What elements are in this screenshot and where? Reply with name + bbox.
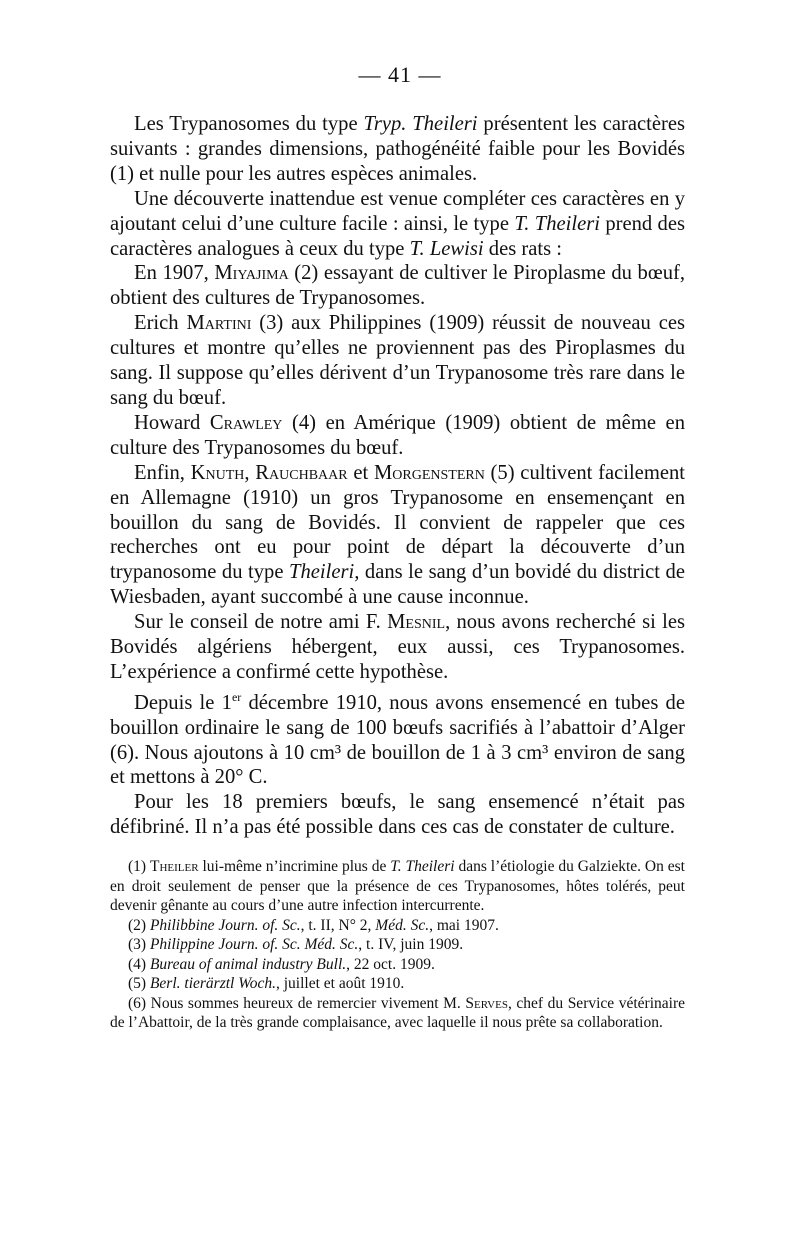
text-run: (4) en Amérique (1909) obtient de même en culture des Trypanosomes du bœuf. — [110, 411, 685, 459]
text-run: , chef du Service vétérinaire de l’Abattoir, de la très grande complaisance, avec laquelle il nous prête sa collaboration. — [110, 994, 685, 1031]
author-name: Theiler — [149, 858, 199, 875]
text-run: prend des caractères analogues à ceux du type — [110, 212, 685, 260]
text-run: Howard — [134, 411, 210, 434]
text-run: dans l’étiologie du Galziekte. On est en droit seulement de penser que la présence de ces Trypanosomes, hôtes tolérés, peut devenir gênante au cours d’une autre infection intercurrente. — [110, 858, 685, 914]
author-name: Miyajima — [214, 262, 289, 285]
text-run: , juillet et août 1910. — [275, 975, 405, 992]
footnote-4 — [110, 955, 685, 975]
text-run: , t. II, N° 2, — [300, 916, 376, 934]
author-name: Knuth — [190, 461, 245, 484]
footnote-1 — [110, 857, 685, 916]
footnotes — [110, 857, 685, 1033]
footnote-5 — [110, 974, 685, 994]
paragraph-2 — [110, 187, 685, 262]
species-name: T. Lewisi — [409, 237, 484, 260]
text-run: En 1907, — [134, 262, 215, 285]
text-run: , t. IV, juin 1909. — [358, 936, 464, 953]
paragraph-7 — [110, 610, 685, 685]
footnote-2 — [110, 916, 685, 936]
paragraph-6 — [110, 461, 685, 610]
journal-title: Bureau of animal industry Bull. — [149, 955, 347, 973]
text-run: (4) — [128, 955, 150, 973]
text-run: dans le sang d’un bovidé du district de Wiesbaden, ayant succombé à une cause inconnue. — [110, 561, 685, 609]
text-run: , nous avons recherché si les Bovidés algériens hébergent, eux aussi, ces Trypanosomes. L’expérience a confirmé cette hypothèse. — [110, 611, 685, 683]
author-name: Serves — [465, 994, 508, 1012]
journal-title: Berl. tierärztl Woch. — [149, 975, 276, 992]
paragraph-4 — [110, 311, 685, 411]
journal-title: Méd. Sc. — [375, 916, 430, 934]
text-run: (1) — [128, 858, 150, 875]
text-run: , 22 oct. 1909. — [346, 955, 435, 973]
journal-title: Philippine Journ. of. Sc. Méd. Sc. — [149, 936, 359, 953]
text-run: et — [347, 461, 374, 484]
paragraph-9 — [110, 790, 685, 840]
text-run: Pour les 18 premiers bœufs, le sang ensemencé n’était pas défibriné. Il n’a pas été possible dans ces cas de constater de culture. — [110, 791, 685, 839]
text-run: (5) cultivent facilement en Allemagne (1910) un gros Trypanosome en ensemençant en bouillon du sang de Bovidés. Il convient de rappeler que ces recherches ont eu pour point de départ la découverte d’un trypanosome du type — [110, 461, 685, 584]
footnote-3 — [110, 935, 685, 955]
text-run: décembre 1910, nous avons ensemencé en tubes de bouillon ordinaire le sang de 100 bœufs sacrifiés à l’abattoir d’Alger (6). Nous ajoutons à 10 cm³ de bouillon de 1 à 3 cm³ environ de sang et mettons à 20° C. — [110, 691, 685, 789]
paragraph-8 — [110, 685, 685, 790]
text-run: Enfin, — [134, 461, 191, 484]
paragraph-5 — [110, 411, 685, 461]
author-name: Crawley — [209, 411, 283, 434]
text-run: (2) essayant de cultiver le Piroplasme du bœuf, obtient des cultures de Trypanosomes. — [110, 262, 686, 310]
text-run: (3) — [128, 936, 150, 953]
text-run: , — [244, 461, 256, 484]
text-run: des rats : — [483, 237, 562, 260]
ordinal-superscript: er — [231, 689, 242, 704]
text-run: (6) Nous sommes heureux de remercier vivement M. — [128, 994, 466, 1012]
species-name: Theileri, — [289, 561, 360, 584]
text-run: (2) — [128, 916, 150, 934]
text-run: (3) aux Philippines (1909) réussit de nouveau ces cultures et montre qu’elles ne proviennent pas des Piroplasmes du sang. Il suppose qu’elles dérivent d’un Trypanosome très rare dans le sang du bœuf. — [110, 312, 685, 409]
text-run: Une découverte inattendue est venue compléter ces caractères en y ajoutant celui d’une culture facile : ainsi, le type — [110, 187, 685, 235]
species-name: T. Theileri — [514, 212, 600, 235]
author-name: Martini — [186, 312, 252, 335]
text-run: lui-même n’incrimine plus de — [198, 858, 391, 875]
species-name: Tryp. Theileri — [363, 113, 478, 135]
species-name: T. Theileri — [390, 858, 455, 875]
author-name: Mesnil — [387, 611, 446, 634]
paragraph-1 — [110, 112, 685, 187]
text-run: (5) — [128, 975, 150, 992]
footnote-6 — [110, 994, 685, 1033]
page-number: — 41 — — [358, 62, 442, 87]
paragraph-3 — [110, 261, 685, 311]
author-name: Morgenstern — [373, 461, 485, 484]
text-run: Les Trypanosomes du type — [134, 113, 364, 135]
text-run: Sur le conseil de notre ami F. — [134, 611, 388, 634]
body-text — [110, 112, 685, 840]
author-name: Rauchbaar — [255, 461, 348, 484]
text-run: Erich — [134, 312, 187, 335]
text-run: Depuis le 1 — [134, 691, 232, 714]
text-run: , mai 1907. — [429, 916, 499, 934]
text-run: présentent les caractères suivants : grandes dimensions, pathogénéité faible pour les Bovidés (1) et nulle pour les autres espèces animales. — [110, 113, 686, 185]
journal-title: Philibbine Journ. of. Sc. — [149, 916, 301, 934]
